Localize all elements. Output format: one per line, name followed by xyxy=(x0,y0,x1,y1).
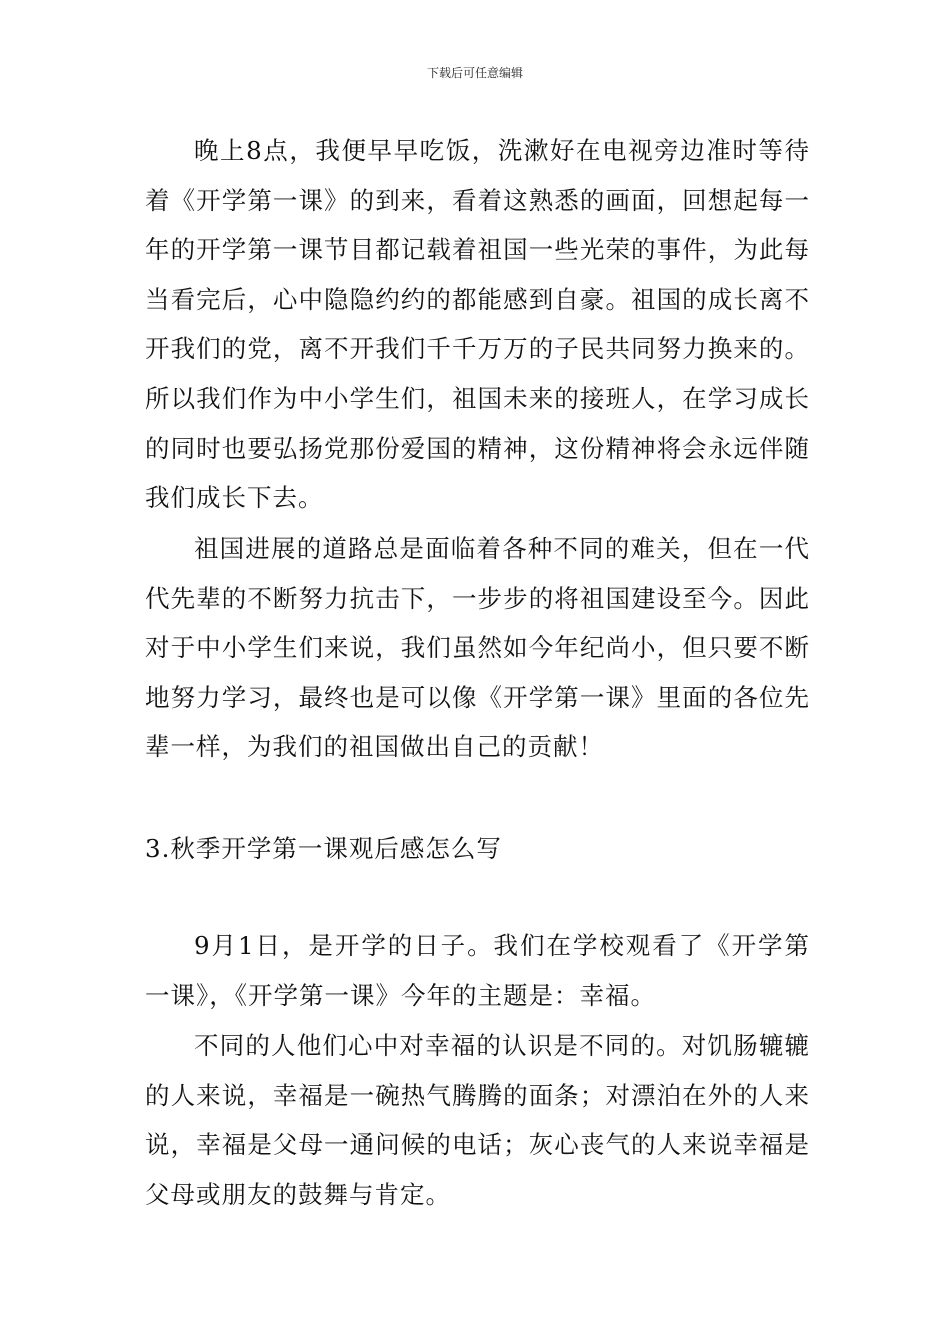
body-paragraph-3: 9月1日，是开学的日子。我们在学校观看了《开学第一课》，《开学第一课》今年的主题是：幸福。 xyxy=(145,931,810,1010)
section-heading: 3.秋季开学第一课观后感怎么写 xyxy=(145,834,502,863)
body-paragraph-4: 不同的人他们心中对幸福的认识是不同的。对饥肠辘辘的人来说，幸福是一碗热气腾腾的面条；对漂泊在外的人来说，幸福是父母一通问候的电话；灰心丧气的人来说幸福是父母或朋友的鼓舞与肯定。 xyxy=(145,1031,810,1209)
body-paragraph-2: 祖国进展的道路总是面临着各种不同的难关，但在一代代先辈的不断努力抗击下，一步步的将祖国建设至今。因此对于中小学生们来说，我们虽然如今年纪尚小，但只要不断地努力学习，最终也是可以像《开学第一课》里面的各位先辈一样，为我们的祖国做出自己的贡献！ xyxy=(145,534,810,762)
page-header-note: 下载后可任意编辑 xyxy=(426,66,523,80)
body-paragraph-1: 晚上8点，我便早早吃饭，洗漱好在电视旁边准时等待着《开学第一课》的到来，看着这熟悉的画面，回想起每一年的开学第一课节目都记载着祖国一些光荣的事件，为此每当看完后，心中隐隐约约的都能感到自豪。祖国的成长离不开我们的党，离不开我们千千万万的子民共同努力换来的。所以我们作为中小学生们，祖国未来的接班人，在学习成长的同时也要弘扬党那份爱国的精神，这份精神将会永远伴随我们成长下去。 xyxy=(145,136,810,513)
